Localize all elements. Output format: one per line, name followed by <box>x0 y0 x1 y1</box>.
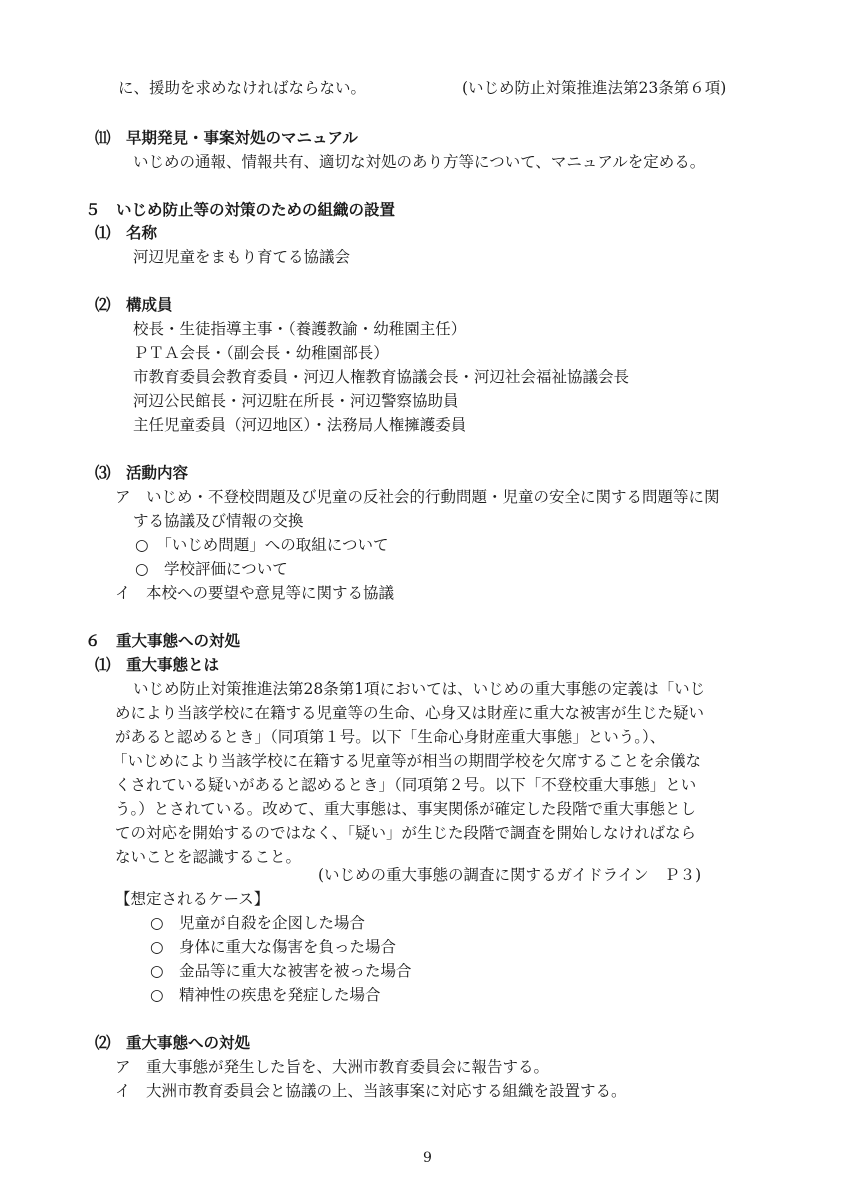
activity-item-a: ア いじめ・不登校問題及び児童の反社会的行動問題・児童の安全に関する問題等に関 <box>115 488 720 506</box>
section-11-body: いじめの通報、情報共有、適切な対処のあり方等について、マニュアルを定める。 <box>133 153 706 171</box>
intro-line: に、援助を求めなければならない。 <box>118 79 367 97</box>
case-item: ○ 精神性の疾患を発症した場合 <box>150 986 381 1004</box>
section-5-heading: ５ いじめ防止等の対策のための組織の設置 <box>85 200 396 219</box>
section-11-heading: ⑾ 早期発見・事案対処のマニュアル <box>95 128 358 147</box>
definition-line: う。）とされている。改めて、重大事態は、事実関係が確定した段階で重大事態とし <box>115 800 696 818</box>
definition-line: ての対応を開始するのではなく、「疑い」が生じた段階で調査を開始しなければなら <box>115 824 696 842</box>
section-5-name-heading: ⑴ 名称 <box>95 223 158 242</box>
definition-line: くされている疑いがあると認めるとき」（同項第２号。以下「不登校重大事態」とい <box>115 776 697 794</box>
case-item: ○ 身体に重大な傷害を負った場合 <box>150 938 397 956</box>
definition-citation: (いじめの重大事態の調査に関するガイドライン Ｐ３) <box>318 866 702 884</box>
member-line: 校長・生徒指導主事・（養護教諭・幼稚園主任） <box>133 320 467 338</box>
activity-subitem: ○ 学校評価について <box>135 560 288 578</box>
member-line: 主任児童委員（河辺地区）・法務局人権擁護委員 <box>133 416 467 434</box>
intro-citation: (いじめ防止対策推進法第23条第６項) <box>462 79 727 97</box>
definition-line: めにより当該学校に在籍する児童等の生命、心身又は財産に重大な被害が生じた疑い <box>115 704 705 722</box>
section-6-heading: ６ 重大事態への対処 <box>85 631 241 650</box>
cases-heading: 【想定されるケース】 <box>115 890 270 908</box>
definition-line: 「いじめにより当該学校に在籍する児童等が相当の期間学校を欠席することを余儀な <box>112 752 702 770</box>
member-line: 市教育委員会教育委員・河辺人権教育協議会長・河辺社会福祉協議会長 <box>133 368 630 386</box>
section-5-name-value: 河辺児童をまもり育てる協議会 <box>133 248 351 266</box>
section-6-resp-heading: ⑵ 重大事態への対処 <box>95 1033 251 1052</box>
case-item: ○ 金品等に重大な被害を被った場合 <box>150 962 412 980</box>
activity-subitem: ○ 「いじめ問題」への取組について <box>135 536 389 554</box>
member-line: 河辺公民館長・河辺駐在所長・河辺警察協助員 <box>133 392 459 410</box>
response-item-a: ア 重大事態が発生した旨を、大洲市教育委員会に報告する。 <box>115 1058 550 1076</box>
section-5-members-heading: ⑵ 構成員 <box>95 295 173 314</box>
member-line: ＰＴＡ会長・（副会長・幼稚園部長） <box>133 344 389 362</box>
definition-line: ないことを認識すること。 <box>115 848 302 866</box>
case-item: ○ 児童が自殺を企図した場合 <box>150 914 366 932</box>
section-6-def-heading: ⑴ 重大事態とは <box>95 655 220 674</box>
activity-item-a-cont: する協議及び情報の交換 <box>133 512 304 530</box>
activity-item-i: イ 本校への要望や意見等に関する協議 <box>115 584 395 602</box>
definition-line: いじめ防止対策推進法第28条第1項においては、いじめの重大事態の定義は「いじ <box>133 680 706 698</box>
section-5-activity-heading: ⑶ 活動内容 <box>95 463 189 482</box>
response-item-i: イ 大洲市教育委員会と協議の上、当該事案に対応する組織を設置する。 <box>115 1082 627 1100</box>
definition-line: があると認めるとき」（同項第１号。以下「生命心身財産重大事態」という。）、 <box>115 728 666 746</box>
page-number: 9 <box>423 1150 432 1166</box>
